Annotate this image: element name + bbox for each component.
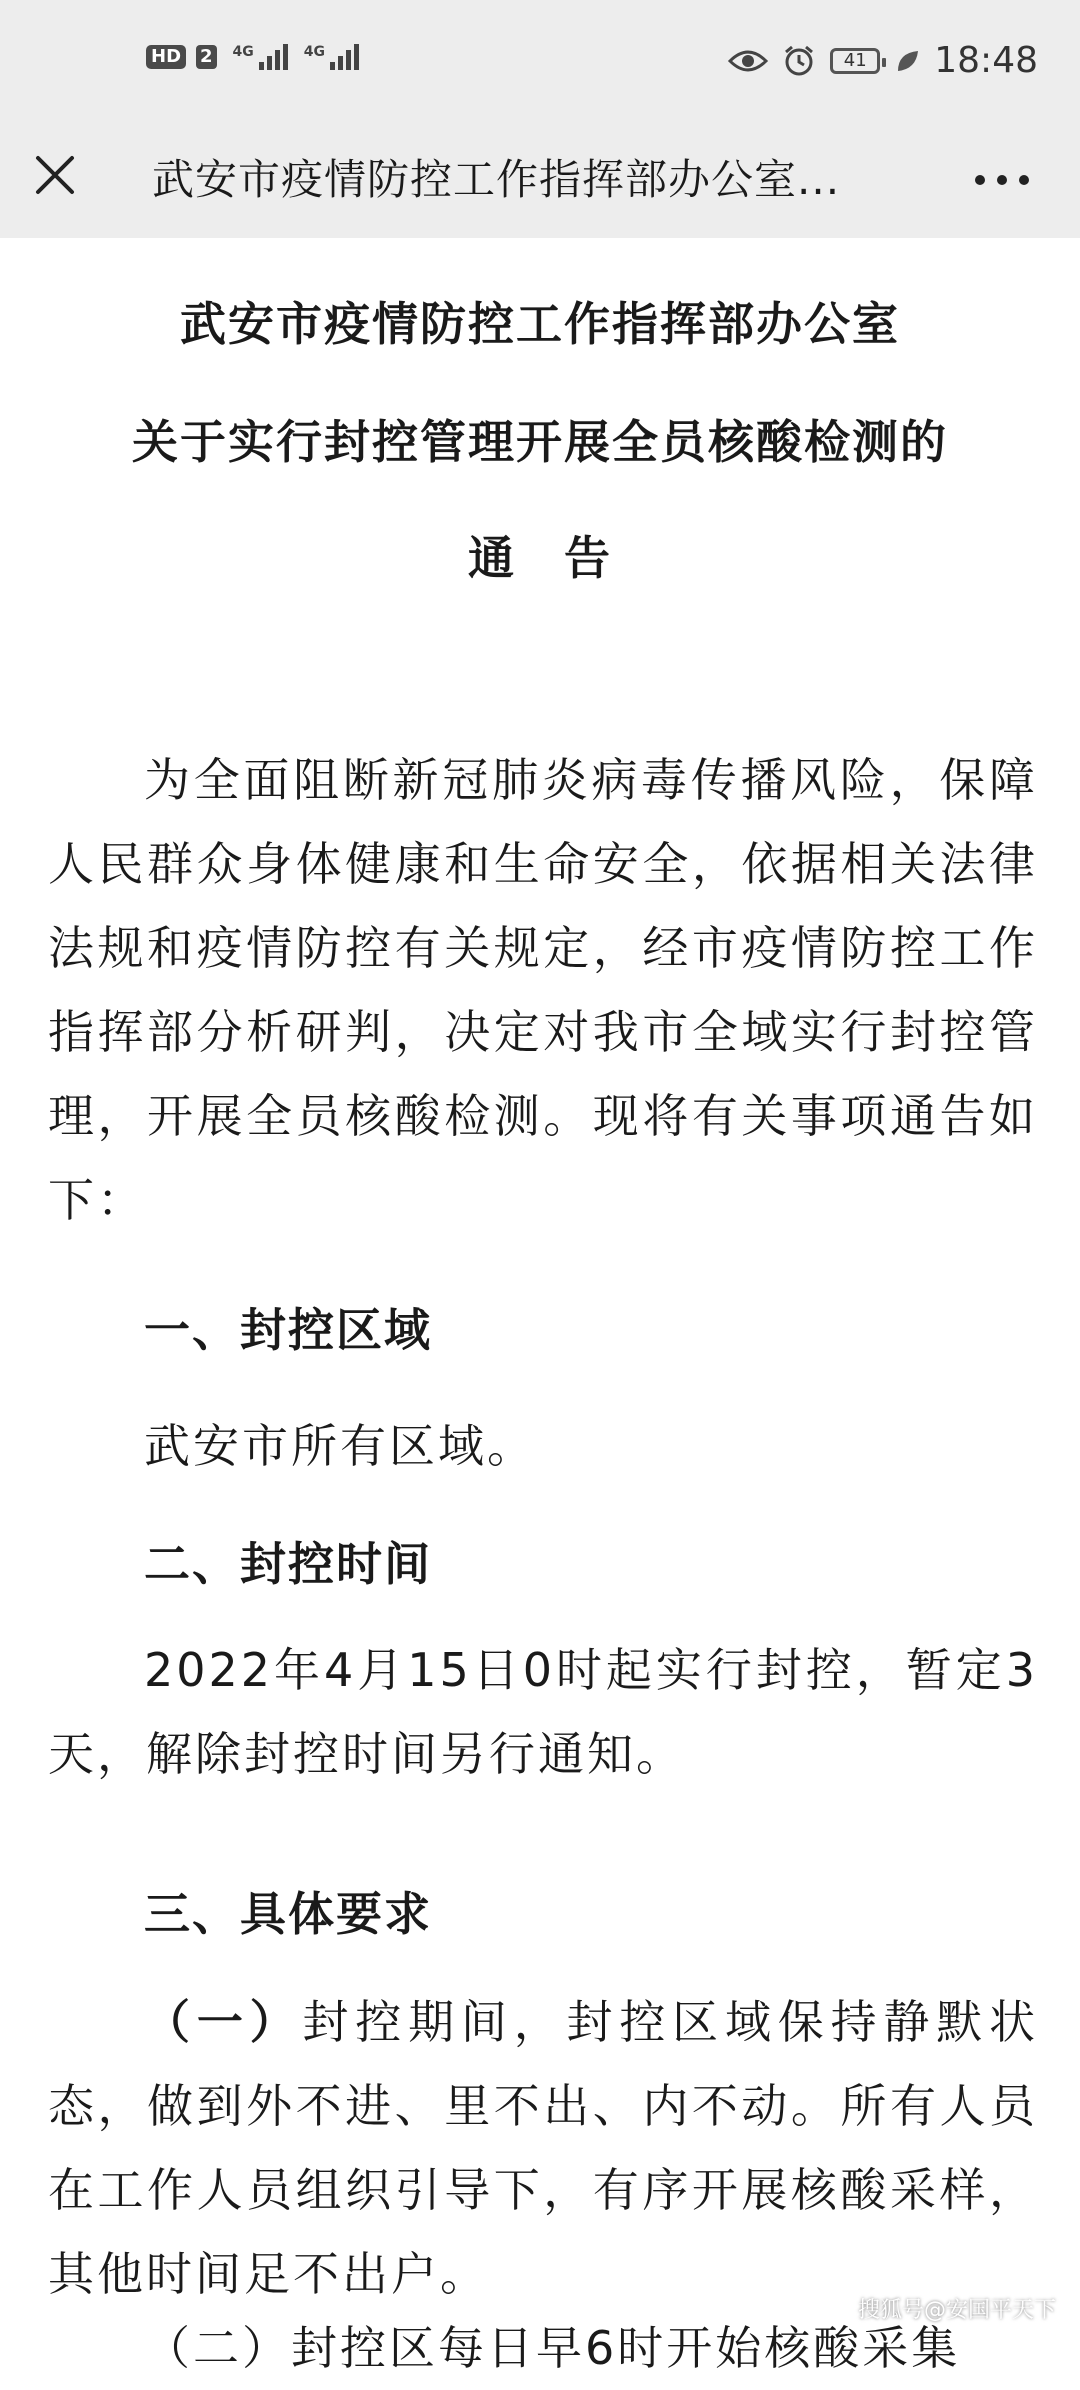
signal-2-label: 4G xyxy=(303,44,326,60)
section1-text: 武安市所有区域。 xyxy=(144,1419,536,1473)
watermark: 搜狐号@安国平天下 xyxy=(857,2298,1056,2323)
item1-text: 封控期间，封控区域保持静默状态，做到外不进、里不出、内不动。所有人员在工作人员组织引导下，有序开展核酸采样，其他时间足不出户。 xyxy=(48,1995,1038,2301)
section2-title: 二、封控时间 xyxy=(144,1537,432,1591)
status-left xyxy=(146,44,359,70)
alarm-icon xyxy=(782,44,816,78)
article-heading-line3: 通 告 xyxy=(468,531,612,585)
item1-label: （一） xyxy=(144,1995,303,2049)
leaf-icon xyxy=(894,47,920,75)
signal-icon-1 xyxy=(233,44,288,70)
status-bar xyxy=(0,0,1080,130)
article-content xyxy=(0,238,1080,2375)
article-intro: 为全面阻断新冠肺炎病毒传播风险，保障人民群众身体健康和生命安全，依据相关法律法规和疫情防控有关规定，经市疫情防控工作指挥部分析研判，决定对我市全域实行封控管理，开展全员核酸检测。现将有关事项通告如下： xyxy=(48,753,1038,1227)
signal-1-label: 4G xyxy=(232,44,254,60)
eye-icon xyxy=(728,47,768,75)
item1-paragraph xyxy=(48,1980,1038,2316)
section1-title: 一、封控区域 xyxy=(144,1303,432,1357)
more-icon[interactable] xyxy=(970,150,1034,210)
section3-title: 三、具体要求 xyxy=(144,1887,432,1941)
item2-partial: （二）封控区每日早6时开始核酸采集 xyxy=(144,2321,961,2375)
battery-icon: 41 xyxy=(830,48,880,74)
section2-text: 2022年4月15日0时起实行封控，暂定3天，解除封控时间另行通知。 xyxy=(48,1643,1038,1781)
article-heading-line1: 武安市疫情防控工作指挥部办公室 xyxy=(180,297,900,351)
status-right xyxy=(728,40,1038,81)
nav-title: 武安市疫情防控工作指挥部办公室... xyxy=(152,155,841,204)
nav-bar xyxy=(0,130,1080,238)
sim-badge: 2 xyxy=(196,45,217,69)
clock: 18:48 xyxy=(934,40,1038,81)
top-bar xyxy=(0,0,1080,238)
signal-icon-2 xyxy=(304,44,359,70)
close-icon[interactable] xyxy=(30,150,80,200)
article-heading-line2: 关于实行封控管理开展全员核酸检测的 xyxy=(132,415,948,469)
hd-badge: HD xyxy=(146,45,186,69)
